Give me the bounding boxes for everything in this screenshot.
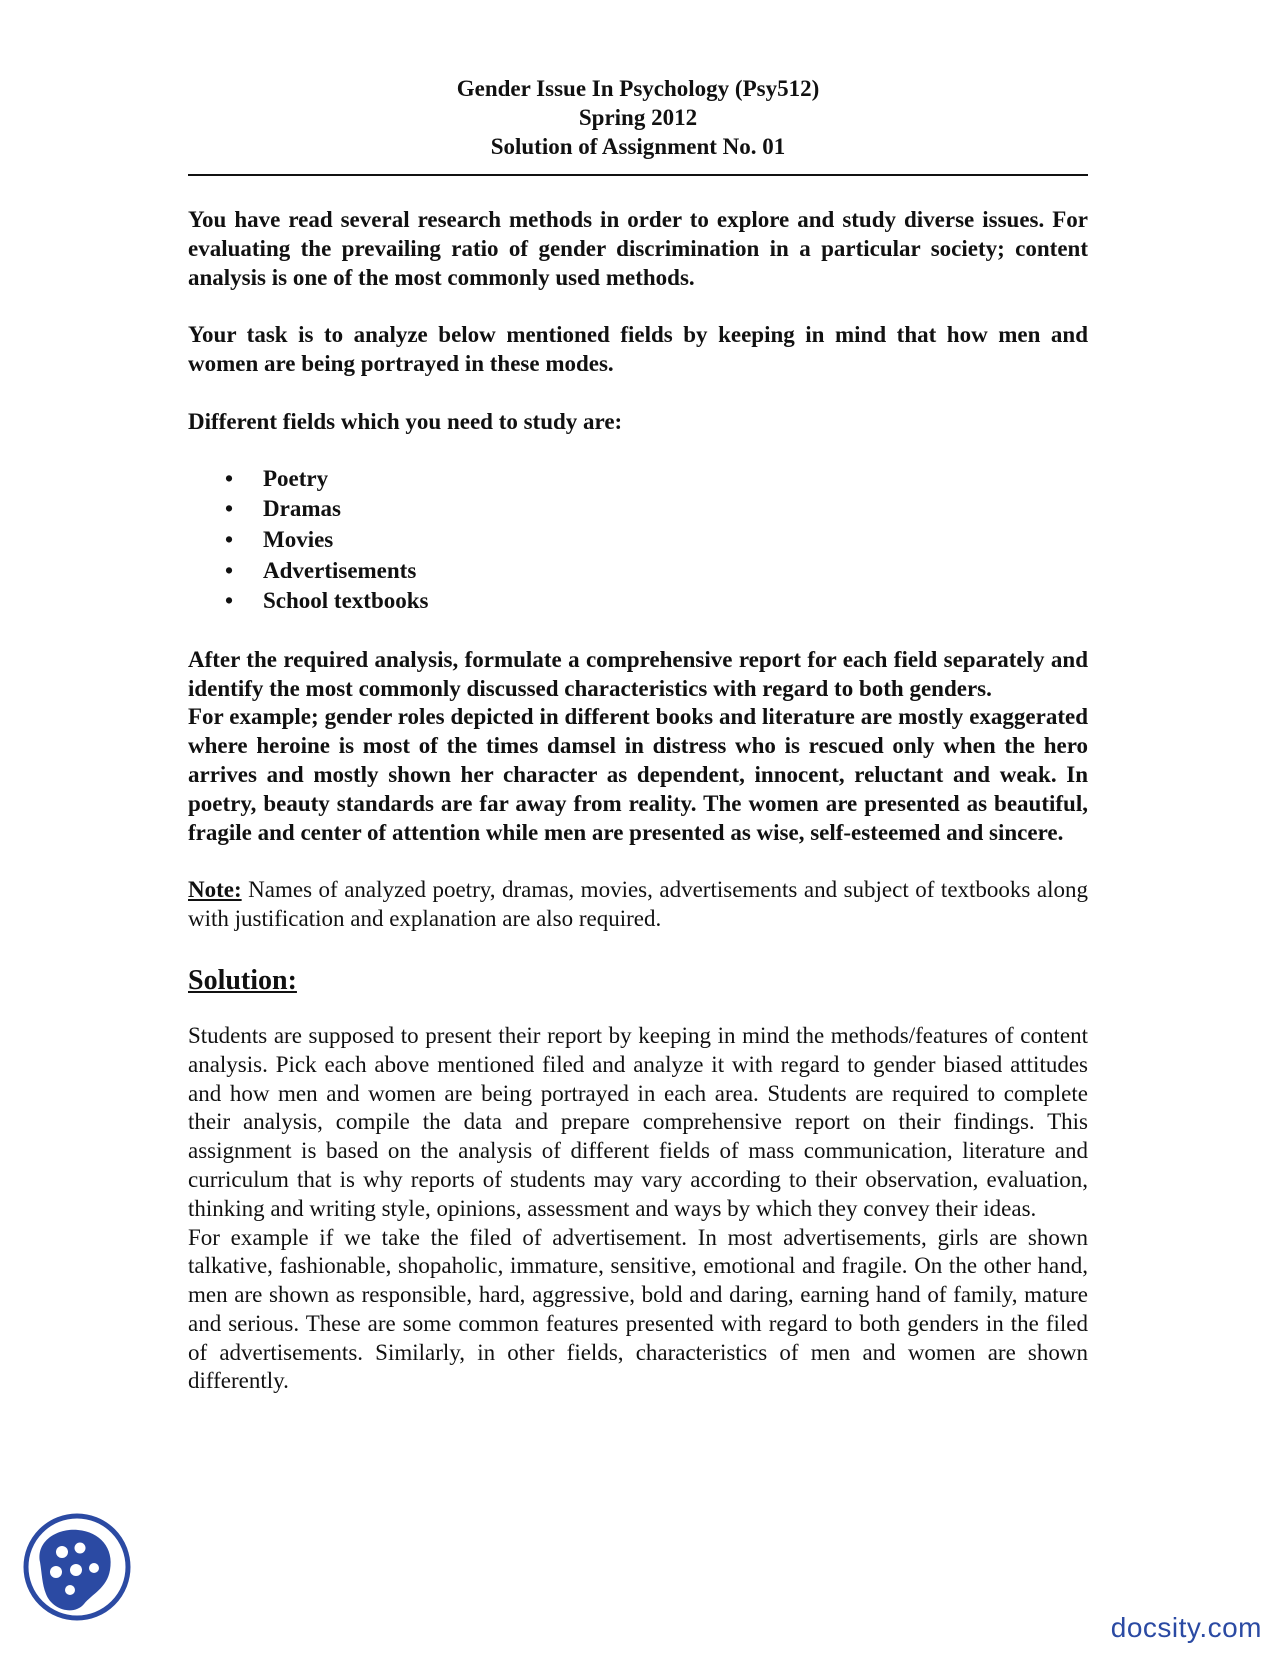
note-paragraph [188,876,1088,934]
bullet-icon: • [225,557,234,583]
docsity-logo-icon[interactable] [22,1512,132,1622]
note-text: Names of analyzed poetry, dramas, movies, advertisements and subject of textbooks along with justification and explanation are also required. [188,877,1088,932]
list-item: • Poetry [188,464,1088,495]
bullet-icon: • [225,496,234,522]
solution-heading: Solution: [188,964,297,996]
term-title: Spring 2012 [578,105,698,130]
solution-paragraph-2: For example if we take the filed of advertisement. In most advertisements, girls are shown talkative, fashionable, shopaholic, immature, sensitive, emotional and fragile. On the other hand, men are shown as responsible, hard, aggressive, bold and daring, earning hand of family, mature and serious. These are some common features presented with regard to both genders in the filed of advertisements. Similarly, in other fields, characteristics of men and women are shown differently. [188,1224,1088,1394]
document-header [188,74,1088,161]
solution-paragraph-1: Students are supposed to present their report by keeping in mind the methods/features of content analysis. Pick each above mentioned filed and analyze it with regard to gender biased attitudes and how men and women are being portrayed in each area. Students are required to complete their analysis, compile the data and prepare comprehensive report on their findings. This assignment is based on the analysis of different fields of mass communication, literature and curriculum that is why reports of students may vary according to their observation, evaluation, thinking and writing style, opinions, assessment and ways by which they convey their ideas. [188,1022,1088,1221]
intro-paragraph-1: You have read several research methods in order to explore and study diverse issues. For evaluating the prevailing ratio of gender discrimination in a particular society; content analysis is one of the most commonly used methods. [188,207,1088,290]
intro-paragraph-2: Your task is to analyze below mentioned fields by keeping in mind that how men and women are being portrayed in these modes. [188,322,1088,377]
fields-list [188,464,1088,617]
note-label: Note: [188,877,242,903]
intro-paragraph-3: Different fields which you need to study are: [188,408,623,434]
list-item: • School textbooks [188,586,1088,617]
assignment-title: Solution of Assignment No. 01 [490,134,786,159]
analysis-paragraph-1: After the required analysis, formulate a comprehensive report for each field separately and identify the most commonly discussed characteristics with regard to both genders. [188,646,1088,701]
list-item: • Advertisements [188,556,1088,587]
bullet-icon: • [225,588,234,614]
brand-link[interactable]: docsity.com [1110,1612,1262,1643]
header-divider [188,174,1088,176]
document-page [188,74,1088,1396]
analysis-paragraph-2: For example; gender roles depicted in different books and literature are mostly exaggerated where heroine is most of the times damsel in distress who is rescued only when the hero arrives and mostly shown her character as dependent, innocent, reluctant and weak. In poetry, beauty standards are far away from reality. The women are presented as beautiful, fragile and center of attention while men are presented as wise, self-esteemed and sincere. [188,704,1088,845]
list-item: • Dramas [188,494,1088,525]
list-item: • Movies [188,525,1088,556]
bullet-icon: • [225,526,234,552]
course-title: Gender Issue In Psychology (Psy512) [456,76,820,101]
bullet-icon: • [225,465,234,491]
